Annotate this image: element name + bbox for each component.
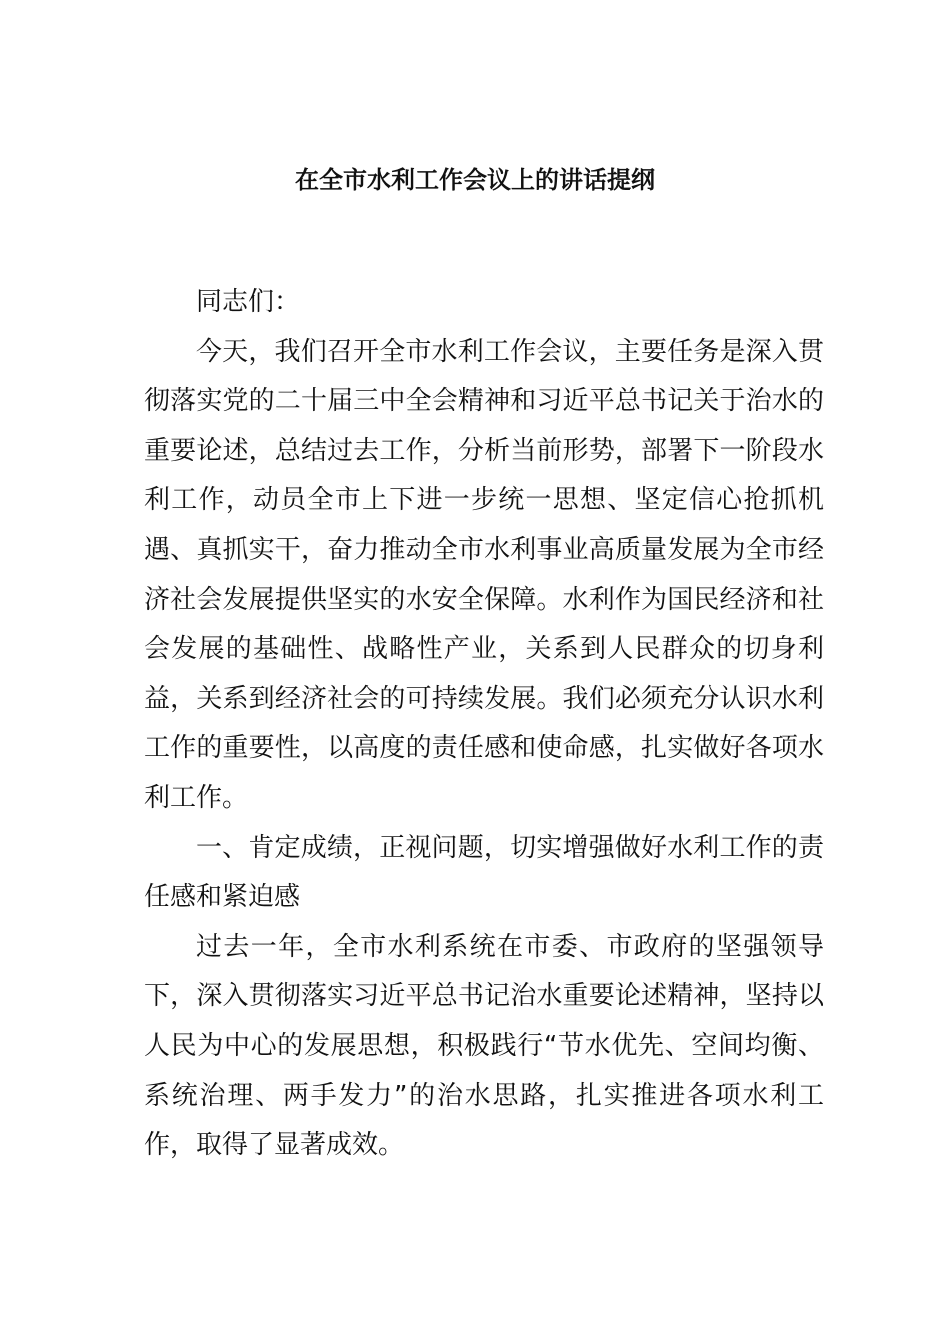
salutation-paragraph: 同志们： <box>196 287 301 317</box>
document-body <box>144 278 824 1171</box>
document-title: 在全市水利工作会议上的讲话提纲 <box>295 166 655 194</box>
intro-paragraph: 今天，我们召开全市水利工作会议，主要任务是深入贯彻落实党的二十届三中全会精神和习近平总书记关于治水的重要论述，总结过去工作，分析当前形势，部署下一阶段水利工作，动员全市上下进一步统一思想、坚定信心抢抓机遇、真抓实干，奋力推动全市水利事业高质量发展为全市经济社会发展提供坚实的水安全保障。水利作为国民经济和社会发展的基础性、战略性产业，关系到人民群众的切身利益，关系到经济社会的可持续发展。我们必须充分认识水利工作的重要性，以高度的责任感和使命感，扎实做好各项水利工作。 <box>144 336 824 813</box>
section-paragraph-1: 过去一年，全市水利系统在市委、市政府的坚强领导下，深入贯彻落实习近平总书记治水重要论述精神，坚持以人民为中心的发展思想，积极践行“节水优先、空间均衡、系统治理、两手发力”的治水思路，扎实推进各项水利工作，取得了显著成效。 <box>144 931 824 1161</box>
section-heading-1: 一、肯定成绩，正视问题，切实增强做好水利工作的责任感和紧迫感 <box>144 832 824 913</box>
